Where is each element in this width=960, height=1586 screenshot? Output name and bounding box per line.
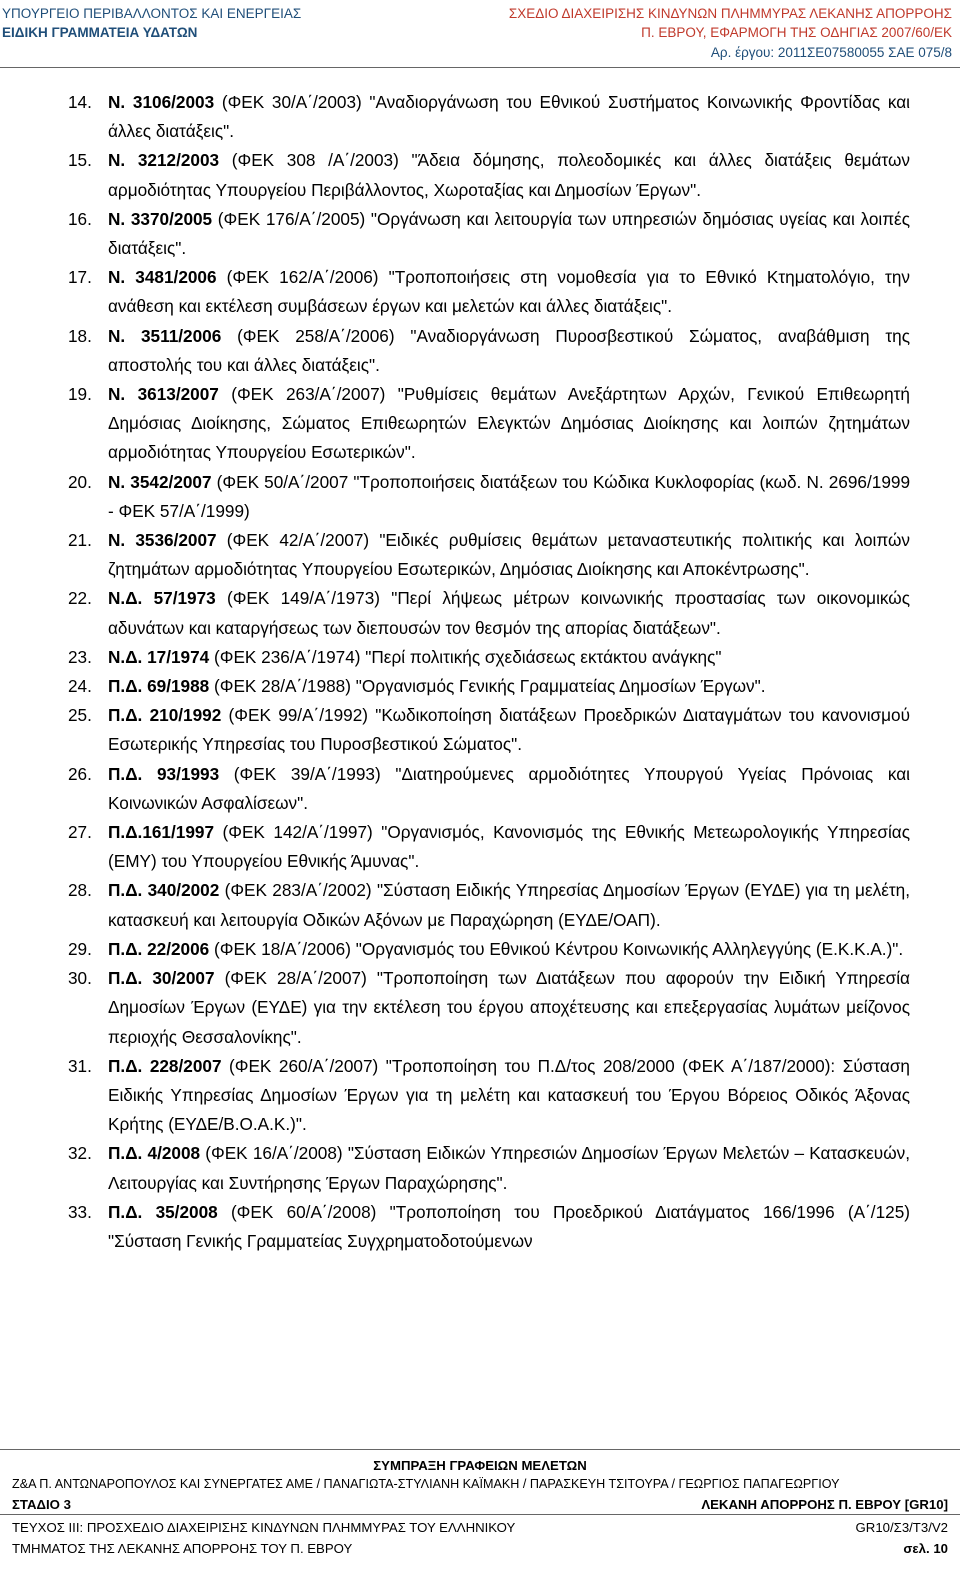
law-reference: Π.Δ. 228/2007 bbox=[108, 1055, 222, 1076]
footer-basin: ΛΕΚΑΝΗ ΑΠΟΡΡΟΗΣ Π. ΕΒΡΟΥ [GR10] bbox=[701, 1497, 948, 1512]
list-item bbox=[68, 1052, 910, 1140]
law-description: (ΦΕΚ 28/Α΄/1988) "Οργανισμός Γενικής Γραμματείας Δημοσίων Έργων". bbox=[209, 676, 766, 697]
item-number: 17. bbox=[68, 267, 92, 288]
list-item bbox=[68, 643, 910, 672]
list-item bbox=[68, 672, 910, 701]
law-reference: Ν. 3542/2007 bbox=[108, 471, 212, 492]
item-number: 19. bbox=[68, 384, 92, 405]
law-description: (ΦΕΚ 28/Α΄/2007) "Τροποποίηση των Διατάξεων που αφορούν την Ειδική Υπηρεσία Δημοσίων Έργων (ΕΥΔΕ) για την εκτέλεση του έργου αποχέτευσης και επεξεργασίας λυμάτων μείζονος περιοχής Θεσσαλονίκης". bbox=[108, 968, 910, 1047]
item-number: 25. bbox=[68, 705, 92, 726]
footer-divider-2 bbox=[0, 1514, 960, 1515]
list-item bbox=[68, 760, 910, 818]
law-description: (ΦΕΚ 16/Α΄/2008) "Σύσταση Ειδικών Υπηρεσιών Δημοσίων Έργων Μελετών – Κατασκευών, Λειτουργίας και Συντήρησης Έργων Παραχώρησης". bbox=[108, 1143, 910, 1193]
list-item bbox=[68, 876, 910, 934]
list-item bbox=[68, 526, 910, 584]
item-number: 20. bbox=[68, 471, 92, 492]
law-description: (ΦΕΚ 236/Α΄/1974) "Περί πολιτικής σχεδιάσεως εκτάκτου ανάγκης" bbox=[209, 646, 722, 667]
law-reference: Π.Δ. 69/1988 bbox=[108, 676, 210, 697]
plan-title: ΣΧΕΔΙΟ ΔΙΑΧΕΙΡΙΣΗΣ ΚΙΝΔΥΝΩΝ ΠΛΗΜΜΥΡΑΣ ΛΕΚΑΝΗΣ ΑΠΟΡΡΟΗΣ bbox=[508, 6, 952, 21]
law-reference: Ν. 3511/2006 bbox=[108, 325, 222, 346]
item-number: 24. bbox=[68, 676, 92, 697]
law-description: (ΦΕΚ 162/Α΄/2006) "Τροποποιήσεις στη νομοθεσία για το Εθνικό Κτηματολόγιο, την ανάθεση και εκτέλεση συμβάσεων έργων και μελετών και άλλες διατάξεις". bbox=[108, 267, 911, 317]
law-description: (ΦΕΚ 39/Α΄/1993) "Διατηρούμενες αρμοδιότητες Υπουργού Υγείας Πρόνοιας και Κοινωνικών Ασφαλίσεων". bbox=[108, 763, 910, 813]
law-description: (ΦΕΚ 263/Α΄/2007) "Ρυθμίσεις θεμάτων Ανεξάρτητων Αρχών, Γενικού Επιθεωρητή Δημόσιας Διοίκησης, Σώματος Επιθεωρητών Ελεγκτών Δημόσιας Διοίκησης και λοιπών ζητημάτων αρμοδιότητας Υπουργείου Εσωτερικών". bbox=[108, 384, 910, 463]
law-description: (ΦΕΚ 42/Α΄/2007) "Ειδικές ρυθμίσεις θεμάτων μεταναστευτικής πολιτικής και λοιπών ζητημάτων αρμοδιότητας Υπουργείου Εσωτερικών, Δημόσιας Διοίκησης και Αποκέντρωσης". bbox=[108, 530, 910, 580]
item-number: 31. bbox=[68, 1055, 92, 1076]
ministry-name: ΥΠΟΥΡΓΕΙΟ ΠΕΡΙΒΑΛΛΟΝΤΟΣ ΚΑΙ ΕΝΕΡΓΕΙΑΣ bbox=[2, 6, 302, 21]
law-reference: Π.Δ. 22/2006 bbox=[108, 938, 210, 959]
law-reference: Ν. 3536/2007 bbox=[108, 530, 217, 551]
list-item bbox=[68, 88, 910, 146]
law-reference: Π.Δ. 35/2008 bbox=[108, 1201, 218, 1222]
item-number: 27. bbox=[68, 822, 92, 843]
law-reference: Ν.Δ. 57/1973 bbox=[108, 588, 216, 609]
secretariat-name: ΕΙΔΙΚΗ ΓΡΑΜΜΑΤΕΙΑ ΥΔΑΤΩΝ bbox=[2, 25, 198, 40]
law-reference: Ν. 3370/2005 bbox=[108, 208, 213, 229]
list-item bbox=[68, 322, 910, 380]
list-item bbox=[68, 584, 910, 642]
item-number: 16. bbox=[68, 208, 92, 229]
law-reference: Π.Δ. 4/2008 bbox=[108, 1143, 201, 1164]
list-item bbox=[68, 1139, 910, 1197]
list-item bbox=[68, 964, 910, 1052]
footer-volume-line1: ΤΕΥΧΟΣ ΙΙΙ: ΠΡΟΣΧΕΔΙΟ ΔΙΑΧΕΙΡΙΣΗΣ ΚΙΝΔΥΝΩΝ ΠΛΗΜΜΥΡΑΣ ΤΟΥ ΕΛΛΗΝΙΚΟΥ bbox=[12, 1520, 516, 1535]
plan-subtitle: Π. ΕΒΡΟΥ, ΕΦΑΡΜΟΓΗ ΤΗΣ ΟΔΗΓΙΑΣ 2007/60/ΕΚ bbox=[641, 25, 952, 40]
law-reference: Π.Δ.161/1997 bbox=[108, 822, 215, 843]
item-number: 28. bbox=[68, 880, 92, 901]
item-number: 18. bbox=[68, 325, 92, 346]
page-header bbox=[0, 0, 960, 70]
list-item bbox=[68, 701, 910, 759]
law-description: (ΦΕΚ 258/Α΄/2006) "Αναδιοργάνωση Πυροσβεστικού Σώματος, αναβάθμιση της αποστολής του και άλλες διατάξεις". bbox=[108, 325, 910, 375]
law-reference: Ν. 3613/2007 bbox=[108, 384, 219, 405]
law-description: (ΦΕΚ 176/Α΄/2005) "Οργάνωση και λειτουργία των υπηρεσιών δημόσιας υγείας και λοιπές διατάξεις". bbox=[108, 208, 910, 259]
list-item bbox=[68, 468, 910, 526]
law-description: (ΦΕΚ 260/Α΄/2007) "Τροποποίηση του Π.Δ/τος 208/2000 (ΦΕΚ Α΄/187/2000): Σύσταση Ειδικής Υπηρεσίας Δημοσίων Έργων για τη μελέτη και κατασκευή του Έργου Βόρειος Οδικός Άξονας Κρήτης (ΕΥΔΕ/Β.Ο.Α.Κ.)". bbox=[108, 1055, 910, 1135]
footer-page-number: σελ. 10 bbox=[903, 1541, 948, 1556]
list-item bbox=[68, 205, 910, 263]
footer-partners: Ζ&Α Π. ΑΝΤΩΝΑΡΟΠΟΥΛΟΣ ΚΑΙ ΣΥΝΕΡΓΑΤΕΣ ΑΜΕ / ΠΑΝΑΓΙΩΤΑ-ΣΤΥΛΙΑΝΗ ΚΑΪΜΑΚΗ / ΠΑΡΑΣΚΕΥΗ ΤΣΙΤΟΥΡΑ / ΓΕΩΡΓΙΟΣ ΠΑΠΑΓΕΩΡΓΙΟΥ bbox=[12, 1477, 840, 1491]
law-description: (ΦΕΚ 18/Α΄/2006) "Οργανισμός του Εθνικού Κέντρου Κοινωνικής Αλληλεγγύης (Ε.Κ.Κ.Α.)". bbox=[209, 938, 904, 959]
item-number: 29. bbox=[68, 938, 92, 959]
law-description: (ΦΕΚ 30/Α΄/2003) "Αναδιοργάνωση του Εθνικού Συστήματος Κοινωνικής Φροντίδας και άλλες διατάξεις". bbox=[108, 92, 910, 142]
item-number: 21. bbox=[68, 530, 92, 551]
list-item bbox=[68, 146, 910, 204]
law-description: (ΦΕΚ 283/Α΄/2002) "Σύσταση Ειδικής Υπηρεσίας Δημοσίων Έργων (ΕΥΔΕ) για τη μελέτη, κατασκευή και λειτουργία Οδικών Αξόνων με Παραχώρηση (ΕΥΔΕ/ΟΑΠ). bbox=[108, 880, 911, 930]
law-reference: Ν. 3106/2003 bbox=[108, 92, 215, 112]
law-reference: Ν. 3481/2006 bbox=[108, 267, 217, 288]
law-reference: Π.Δ. 93/1993 bbox=[108, 763, 220, 784]
law-description: (ΦΕΚ 142/Α΄/1997) "Οργανισμός, Κανονισμός της Εθνικής Μετεωρολογικής Υπηρεσίας (ΕΜΥ) του Υπουργείου Εθνικής Άμυνας". bbox=[108, 822, 910, 872]
law-reference: Π.Δ. 30/2007 bbox=[108, 968, 215, 989]
law-reference: Ν.Δ. 17/1974 bbox=[108, 646, 210, 667]
list-item bbox=[68, 935, 910, 964]
law-description: (ΦΕΚ 50/Α΄/2007 "Τροποποιήσεις διατάξεων του Κώδικα Κυκλοφορίας (κωδ. Ν. 2696/1999 - ΦΕΚ 57/Α΄/1999) bbox=[108, 471, 910, 521]
item-number: 14. bbox=[68, 92, 92, 112]
item-number: 30. bbox=[68, 968, 92, 989]
item-number: 32. bbox=[68, 1143, 92, 1164]
footer-volume-line2: ΤΜΗΜΑΤΟΣ ΤΗΣ ΛΕΚΑΝΗΣ ΑΠΟΡΡΟΗΣ ΤΟΥ Π. ΕΒΡΟΥ bbox=[12, 1541, 353, 1556]
law-description: (ΦΕΚ 308 /Α΄/2003) "Άδεια δόμησης, πολεοδομικές και άλλες διατάξεις θεμάτων αρμοδιότητας Υπουργείου Περιβάλλοντος, Χωροταξίας και Δημοσίων Έργων". bbox=[108, 150, 910, 200]
list-item bbox=[68, 818, 910, 876]
list-item bbox=[68, 380, 910, 468]
project-number: Αρ. έργου: 2011ΣΕ07580055 ΣΑΕ 075/8 bbox=[710, 45, 952, 60]
law-reference: Π.Δ. 210/1992 bbox=[108, 705, 222, 726]
footer-stage: ΣΤΑΔΙΟ 3 bbox=[12, 1497, 71, 1512]
footer-code: GR10/Σ3/Τ3/V2 bbox=[855, 1520, 948, 1535]
item-number: 15. bbox=[68, 150, 92, 171]
law-description: (ΦΕΚ 99/Α΄/1992) "Κωδικοποίηση διατάξεων Προεδρικών Διαταγμάτων του κανονισμού Εσωτερικής Υπηρεσίας του Πυροσβεστικού Σώματος". bbox=[108, 705, 910, 755]
footer-title: ΣΥΜΠΡΑΞΗ ΓΡΑΦΕΙΩΝ ΜΕΛΕΤΩΝ bbox=[373, 1458, 587, 1473]
list-item bbox=[68, 263, 910, 321]
law-description: (ΦΕΚ 149/Α΄/1973) "Περί λήψεως μέτρων κοινωνικής προστασίας των οικονομικώς αδυνάτων και καταργήσεως των διεπουσών τον θεσμόν της απορίας διατάξεων". bbox=[108, 588, 910, 638]
law-reference: Π.Δ. 340/2002 bbox=[108, 880, 220, 901]
item-number: 23. bbox=[68, 646, 92, 667]
footer-divider bbox=[0, 1449, 960, 1450]
law-description: (ΦΕΚ 60/Α΄/2008) "Τροποποίηση του Προεδρικού Διατάγματος 166/1996 (Α΄/125) "Σύσταση Γενικής Γραμματείας Συγχρηματοδοτούμενων bbox=[108, 1201, 910, 1251]
header-divider bbox=[0, 67, 960, 68]
item-number: 33. bbox=[68, 1201, 92, 1222]
item-number: 22. bbox=[68, 588, 92, 609]
legislation-list bbox=[68, 88, 910, 1256]
law-reference: Ν. 3212/2003 bbox=[108, 150, 220, 171]
item-number: 26. bbox=[68, 763, 92, 784]
list-item bbox=[68, 1198, 910, 1256]
